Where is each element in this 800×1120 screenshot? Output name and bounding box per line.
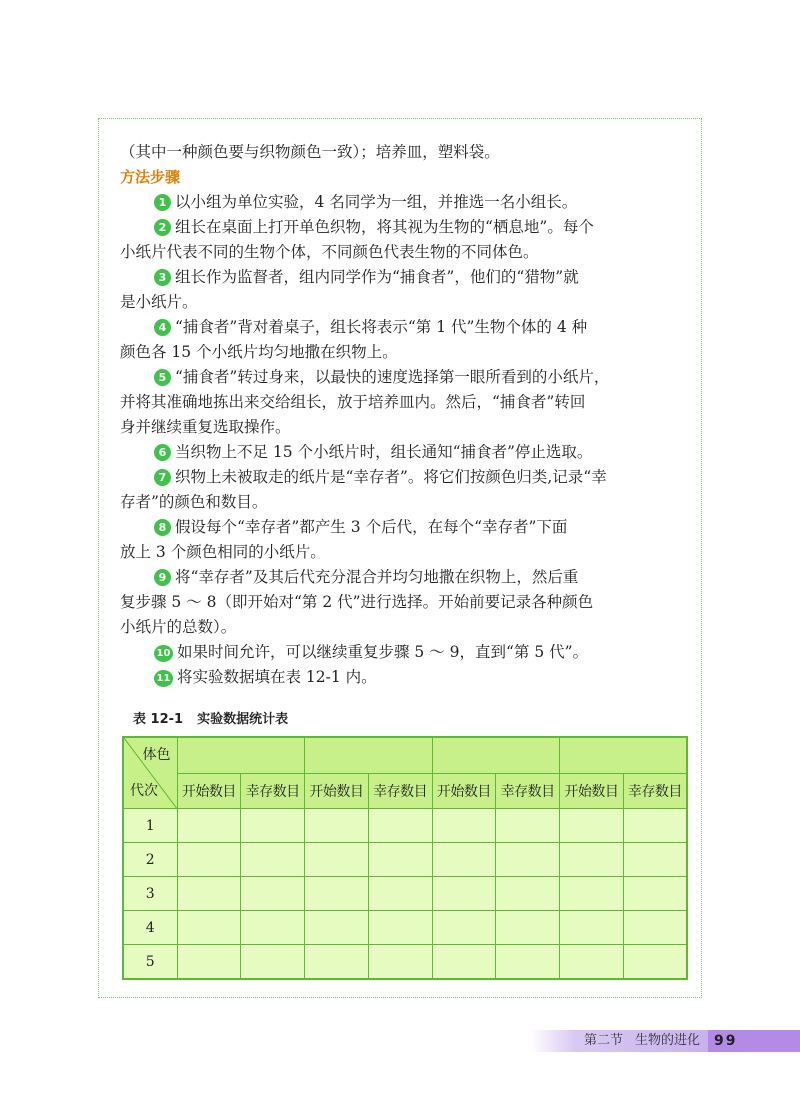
- color-group-header: [177, 737, 305, 773]
- step-number-badge: 9: [154, 569, 171, 586]
- step-6: [120, 440, 680, 465]
- step-text: 如果时间允许，可以继续重复步骤 5 ～ 9，直到“第 5 代”。: [177, 643, 589, 661]
- data-cell[interactable]: [496, 877, 560, 911]
- section-heading: 方法步骤: [120, 168, 181, 186]
- col-header: 开始数目: [305, 773, 369, 809]
- table-row: [123, 843, 687, 877]
- step-5: [120, 365, 680, 390]
- footer-chapter-title: 生物的进化: [634, 1033, 700, 1048]
- data-cell[interactable]: [560, 809, 624, 843]
- table-row: [123, 809, 687, 843]
- data-cell[interactable]: [241, 945, 305, 980]
- col-header: 幸存数目: [623, 773, 687, 809]
- data-cell[interactable]: [368, 911, 432, 945]
- row-label: 3: [123, 877, 177, 911]
- data-cell[interactable]: [560, 945, 624, 980]
- data-cell[interactable]: [177, 843, 241, 877]
- step-text: 当织物上不足 15 个小纸片时，组长通知“捕食者”停止选取。: [175, 443, 593, 461]
- step-5-cont: 身并继续重复选取操作。: [120, 418, 291, 436]
- row-label: 5: [123, 945, 177, 980]
- step-9: [120, 565, 680, 590]
- step-10: [120, 640, 680, 665]
- step-8-cont: 放上 3 个颜色相同的小纸片。: [120, 543, 326, 561]
- col-header: 幸存数目: [368, 773, 432, 809]
- step-1: [120, 190, 680, 215]
- step-3: [120, 265, 680, 290]
- data-cell[interactable]: [432, 809, 496, 843]
- table-caption: [133, 708, 288, 727]
- materials-line: （其中一种颜色要与织物颜色一致）；培养皿，塑料袋。: [120, 143, 500, 161]
- step-2-cont: 小纸片代表不同的生物个体，不同颜色代表生物的不同体色。: [120, 243, 539, 261]
- table-row: [123, 945, 687, 980]
- step-number-badge: 2: [154, 219, 171, 236]
- step-4-cont: 颜色各 15 个小纸片均匀地撒在织物上。: [120, 343, 398, 361]
- step-number-badge: 8: [154, 519, 171, 536]
- data-cell[interactable]: [177, 911, 241, 945]
- data-cell[interactable]: [623, 877, 687, 911]
- col-header: 幸存数目: [241, 773, 305, 809]
- data-cell[interactable]: [432, 877, 496, 911]
- table-corner-cell: [123, 737, 177, 809]
- step-4: [120, 315, 680, 340]
- data-cell[interactable]: [623, 911, 687, 945]
- color-group-header: [432, 737, 560, 773]
- data-cell[interactable]: [560, 843, 624, 877]
- row-label: 2: [123, 843, 177, 877]
- data-cell[interactable]: [177, 945, 241, 980]
- step-text: “捕食者”背对着桌子，组长将表示“第 1 代”生物个体的 4 种: [175, 318, 588, 336]
- data-cell[interactable]: [241, 809, 305, 843]
- corner-label-generation: 代次: [130, 783, 158, 799]
- data-cell[interactable]: [241, 843, 305, 877]
- data-cell[interactable]: [368, 809, 432, 843]
- data-cell[interactable]: [368, 945, 432, 980]
- data-cell[interactable]: [496, 911, 560, 945]
- col-header: 开始数目: [177, 773, 241, 809]
- step-number-badge: 3: [154, 269, 171, 286]
- step-text: 组长在桌面上打开单色织物，将其视为生物的“栖息地”。每个: [175, 218, 594, 236]
- data-cell[interactable]: [432, 945, 496, 980]
- col-header: 开始数目: [560, 773, 624, 809]
- step-5-cont: 并将其准确地拣出来交给组长，放于培养皿内。然后，“捕食者”转回: [120, 393, 586, 411]
- data-cell[interactable]: [368, 843, 432, 877]
- data-cell[interactable]: [623, 945, 687, 980]
- page-number: 99: [708, 1030, 800, 1052]
- data-cell[interactable]: [305, 809, 369, 843]
- step-7: [120, 465, 680, 490]
- step-8: [120, 515, 680, 540]
- step-number-badge: 1: [154, 194, 171, 211]
- data-cell[interactable]: [305, 877, 369, 911]
- table-row: [123, 911, 687, 945]
- data-cell[interactable]: [305, 843, 369, 877]
- step-text: 假设每个“幸存者”都产生 3 个后代，在每个“幸存者”下面: [175, 518, 568, 536]
- step-text: 织物上未被取走的纸片是“幸存者”。将它们按颜色归类,记录“幸: [175, 468, 607, 486]
- step-number-badge: 5: [154, 369, 171, 386]
- step-9-cont: 复步骤 5 ～ 8（即开始对“第 2 代”进行选择。开始前要记录各种颜色: [120, 593, 594, 611]
- color-group-header: [560, 737, 688, 773]
- col-header: 开始数目: [432, 773, 496, 809]
- col-header: 幸存数目: [496, 773, 560, 809]
- data-cell[interactable]: [496, 843, 560, 877]
- row-label: 1: [123, 809, 177, 843]
- step-3-cont: 是小纸片。: [120, 293, 198, 311]
- data-cell[interactable]: [241, 911, 305, 945]
- step-text: 以小组为单位实验，4 名同学为一组，并推选一名小组长。: [175, 193, 578, 211]
- data-cell[interactable]: [496, 809, 560, 843]
- data-cell[interactable]: [241, 877, 305, 911]
- footer-section: 第二节: [583, 1033, 623, 1048]
- color-group-header: [305, 737, 433, 773]
- step-11: [120, 665, 680, 690]
- table-row: [123, 877, 687, 911]
- data-cell[interactable]: [496, 945, 560, 980]
- data-cell[interactable]: [432, 911, 496, 945]
- step-number-badge: 7: [154, 469, 171, 486]
- data-cell[interactable]: [177, 877, 241, 911]
- step-9-cont: 小纸片的总数）。: [120, 618, 237, 636]
- step-text: 将实验数据填在表 12-1 内。: [177, 668, 377, 686]
- step-text: 组长作为监督者，组内同学作为“捕食者”，他们的“猎物”就: [175, 268, 579, 286]
- step-number-badge: 11: [154, 670, 173, 687]
- data-cell[interactable]: [368, 877, 432, 911]
- step-number-badge: 4: [154, 319, 171, 336]
- corner-label-color: 体色: [142, 747, 171, 763]
- step-2: [120, 215, 680, 240]
- table-caption-id: 表 12-1: [133, 712, 184, 727]
- data-cell[interactable]: [305, 911, 369, 945]
- step-text: 将“幸存者”及其后代充分混合并均匀地撒在织物上，然后重: [175, 568, 579, 586]
- data-cell[interactable]: [432, 843, 496, 877]
- row-label: 4: [123, 911, 177, 945]
- step-number-badge: 6: [154, 444, 171, 461]
- data-cell[interactable]: [623, 809, 687, 843]
- table-caption-title: 实验数据统计表: [197, 712, 289, 727]
- main-text: [120, 140, 680, 690]
- data-cell[interactable]: [623, 843, 687, 877]
- step-number-badge: 10: [154, 645, 173, 662]
- step-text: “捕食者”转过身来，以最快的速度选择第一眼所看到的小纸片，: [175, 368, 610, 386]
- data-cell[interactable]: [305, 945, 369, 980]
- data-table: [122, 736, 688, 980]
- data-cell[interactable]: [560, 877, 624, 911]
- data-cell[interactable]: [560, 911, 624, 945]
- data-cell[interactable]: [177, 809, 241, 843]
- step-7-cont: 存者”的颜色和数目。: [120, 493, 268, 511]
- running-footer: [530, 1030, 708, 1052]
